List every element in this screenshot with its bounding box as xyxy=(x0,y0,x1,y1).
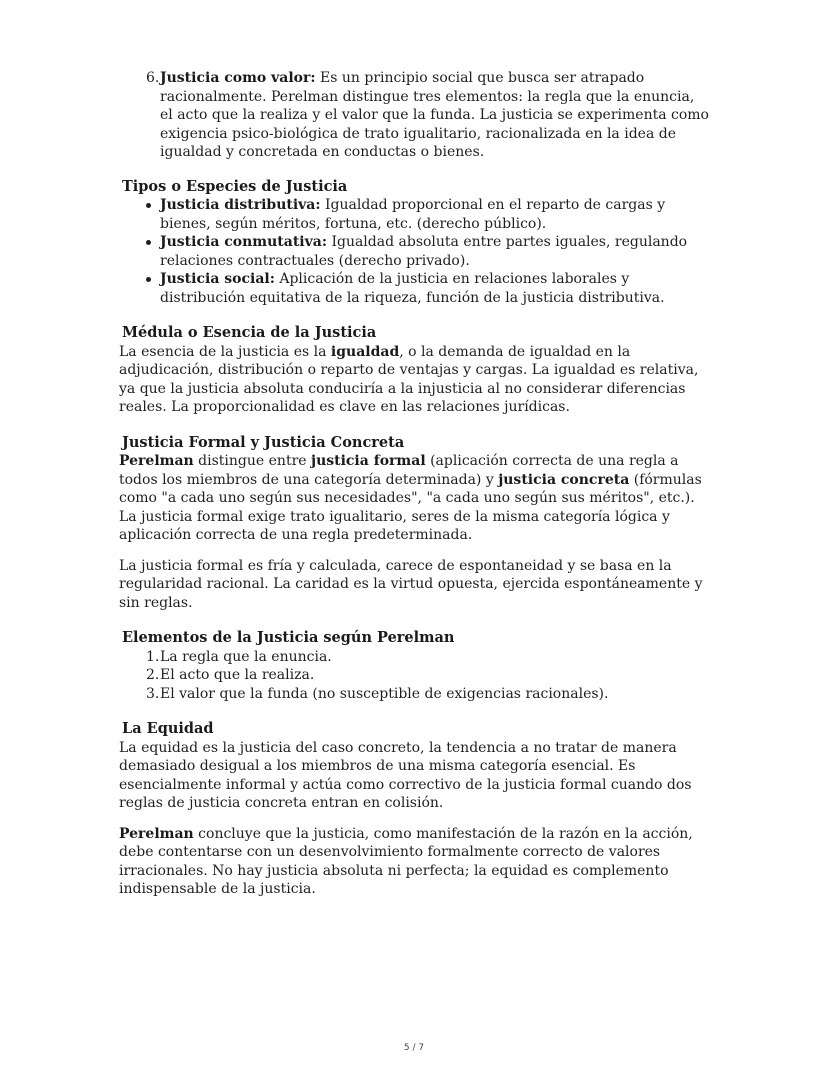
page-content xyxy=(119,69,709,899)
heading-tipos-justicia: Tipos o Especies de Justicia xyxy=(122,177,348,195)
list-number: 6. xyxy=(146,70,160,86)
paragraph-equidad-1: La equidad es la justicia del caso concreto, la tendencia a no tratar de manera demasiado desigual a los miembros de una misma categoría esencial. Es esencialmente informal y actúa como correctivo de la justicia formal cuando dos reglas de justicia concreta entran en colisión. xyxy=(119,739,692,811)
list-item-justicia-como-valor xyxy=(119,69,709,162)
bullet-icon xyxy=(146,203,151,208)
bullet-icon xyxy=(146,277,151,282)
list-item xyxy=(119,270,709,307)
bullet-icon xyxy=(146,240,151,245)
definition-text: Aplicación de la justicia en relaciones laborales y distribución equitativa de la riqueza, función de la justicia distributiva. xyxy=(160,271,665,306)
elementos-list xyxy=(119,648,709,704)
list-number: 1. xyxy=(146,648,160,665)
paragraph-formal-1: Perelman distingue entre justicia formal (aplicación correcta de una regla a todos los miembros de una categoría determinada) y justicia concreta (fórmulas como "a cada uno según sus necesidades", "a cada uno según sus méritos", etc.). La justicia formal exige trato igualitario, seres de la misma categoría lógica y aplicación correcta de una regla predeterminada. xyxy=(119,453,702,543)
paragraph-medula: La esencia de la justicia es la igualdad, o la demanda de igualdad en la adjudicación, distribución o reparto de ventajas y cargas. La igualdad es relativa, ya que la justicia absoluta conduciría a la injusticia al no considerar diferencias reales. La proporcionalidad es clave en las relaciones jurídicas. xyxy=(119,343,699,415)
heading-justicia-formal-concreta: Justicia Formal y Justicia Concreta xyxy=(122,433,405,451)
heading-equidad: La Equidad xyxy=(122,720,214,737)
page-indicator: 5 / 7 xyxy=(403,1043,425,1053)
definition-text: Es un principio social que busca ser atrapado racionalmente. Perelman distingue tres elementos: la regla que la enuncia, el acto que la realiza y el valor que la funda. La justicia se experimenta como exigencia psico-biológica de trato igualitario, racionalizada en la idea de igualdad y concretada en conductas o bienes. xyxy=(160,70,709,160)
heading-medula-justicia: Médula o Esencia de la Justicia xyxy=(122,324,377,341)
list-number: 3. xyxy=(146,685,160,702)
paragraph-formal-2: La justicia formal es fría y calculada, carece de espontaneidad y se basa en la regularidad racional. La caridad es la virtud opuesta, ejercida espontáneamente y sin reglas. xyxy=(119,557,703,611)
term-justicia-distributiva: Justicia distributiva: xyxy=(160,197,321,213)
heading-elementos-justicia: Elementos de la Justicia según Perelman xyxy=(122,629,455,646)
list-item: 2. El acto que la realiza. xyxy=(146,667,315,683)
list-item xyxy=(119,233,709,270)
list-item xyxy=(119,196,709,233)
term-justicia-como-valor: Justicia como valor: xyxy=(160,70,316,86)
term-igualdad: igualdad xyxy=(330,343,400,360)
list-item: 3. El valor que la funda (no susceptible de exigencias racionales). xyxy=(146,685,609,702)
list-item: 1. La regla que la enuncia. xyxy=(146,648,332,665)
tipos-list xyxy=(119,196,709,307)
paragraph-equidad-2: Perelman concluye que la justicia, como manifestación de la razón en la acción, debe contentarse con un desenvolvimiento formalmente correcto de valores irracionales. No hay justicia absoluta ni perfecta; la equidad es complemento indispensable de la justicia. xyxy=(119,825,693,897)
definition-text: Igualdad proporcional en el reparto de cargas y bienes, según méritos, fortuna, etc. (derecho público). xyxy=(160,197,666,232)
term-justicia-conmutativa: Justicia conmutativa: xyxy=(160,234,327,250)
list-number: 2. xyxy=(146,667,160,683)
term-justicia-social: Justicia social: xyxy=(160,271,275,287)
definition-text: Igualdad absoluta entre partes iguales, regulando relaciones contractuales (derecho privado). xyxy=(160,234,688,269)
